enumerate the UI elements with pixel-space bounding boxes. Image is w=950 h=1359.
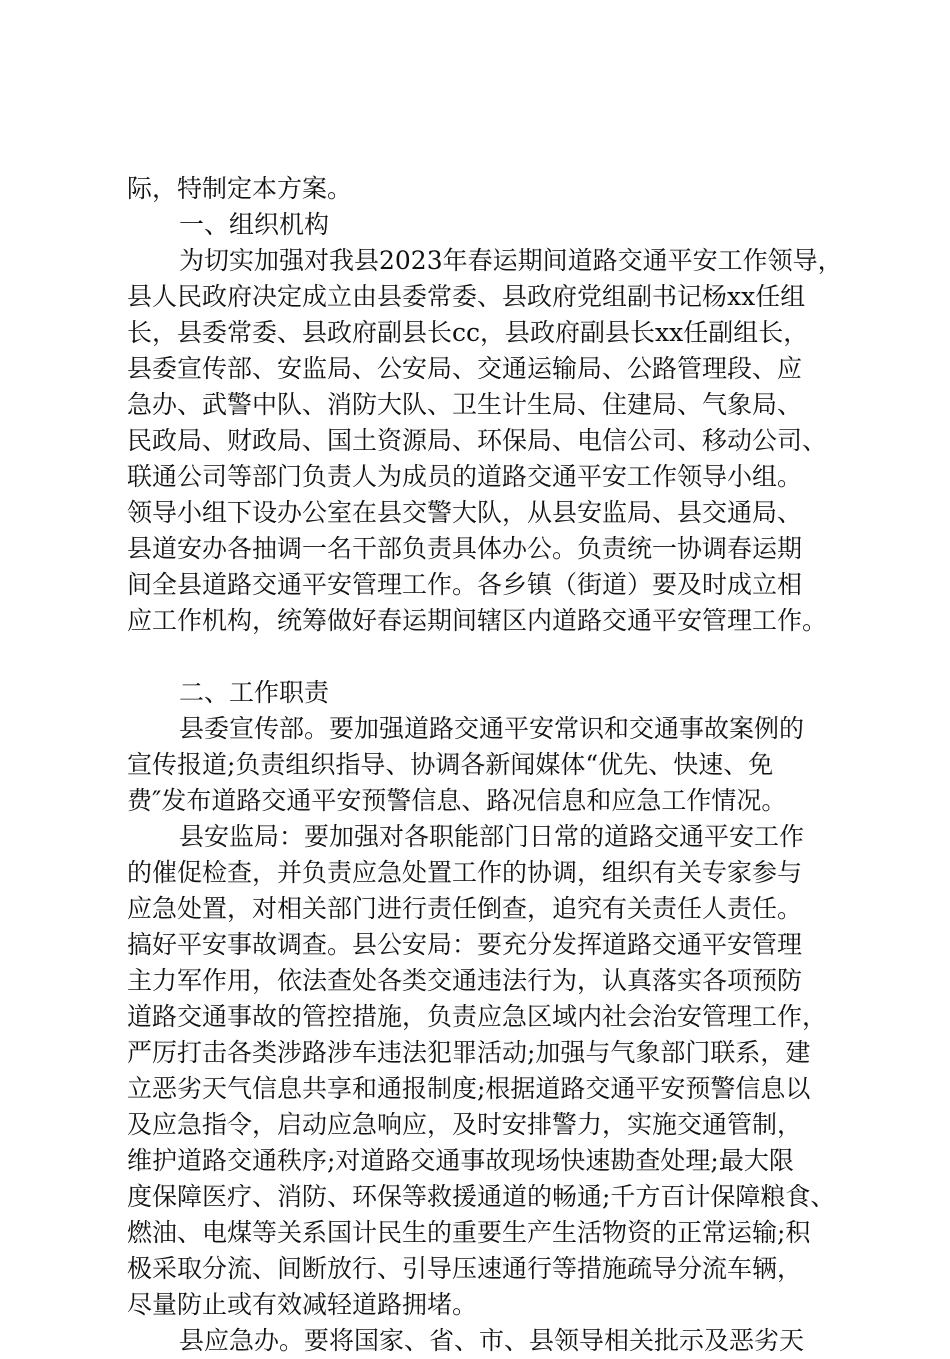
- section1-line: 县人民政府决定成立由县委常委、县政府党组副书记杨xx任组: [127, 282, 806, 311]
- section2-para1-line: 宣传报道;负责组织指导、协调各新闻媒体“优先、快速、免: [127, 750, 774, 779]
- section2-para2-line: 应急处置，对相关部门进行责任倒查，追究有关责任人责任。: [127, 894, 803, 923]
- section1-line: 领导小组下设办公室在县交警大队，从县安监局、县交通局、: [127, 498, 803, 527]
- section2-para2-line: 度保障医疗、消防、环保等救援通道的畅通;千方百计保障粮食、: [127, 1182, 836, 1211]
- section2-para2-line: 立恶劣天气信息共享和通报制度;根据道路交通平安预警信息以: [127, 1074, 811, 1103]
- section1-line: 联通公司等部门负责人为成员的道路交通平安工作领导小组。: [127, 462, 803, 491]
- section2-heading: 二、工作职责: [179, 678, 330, 707]
- intro-tail-line: 际，特制定本方案。: [127, 174, 353, 203]
- section2-para2-line: 主力军作用，依法查处各类交通违法行为，认真落实各项预防: [127, 966, 803, 995]
- section2-para2-line: 极采取分流、间断放行、引导压速通行等措施疏导分流车辆，: [127, 1254, 803, 1283]
- section1-line: 县道安办各抽调一名干部负责具体办公。负责统一协调春运期: [127, 534, 803, 563]
- section2-para2-line: 严厉打击各类涉路涉车违法犯罪活动;加强与气象部门联系，建: [127, 1038, 811, 1067]
- document-body: [127, 171, 887, 1359]
- section1-line: 急办、武警中队、消防大队、卫生计生局、住建局、气象局、: [127, 390, 803, 419]
- section2-para2-line: 搞好平安事故调查。县公安局：要充分发挥道路交通平安管理: [127, 930, 803, 959]
- section1-line: 民政局、财政局、国土资源局、环保局、电信公司、移动公司、: [127, 426, 828, 455]
- section2-para2-line: 维护道路交通秩序;对道路交通事故现场快速勘查处理;最大限: [127, 1146, 794, 1175]
- section2-para2-line: 及应急指令，启动应急响应，及时安排警力，实施交通管制，: [127, 1110, 803, 1139]
- section2-para3-line: 县应急办。要将国家、省、市、县领导相关批示及恶劣天: [179, 1326, 805, 1355]
- section2-para2-line: 的催促检查，并负责应急处置工作的协调，组织有关专家参与: [127, 858, 803, 887]
- section1-line: 应工作机构，统筹做好春运期间辖区内道路交通平安管理工作。: [127, 606, 828, 635]
- section1-line: 为切实加强对我县2023年春运期间道路交通平安工作领导，: [179, 246, 843, 275]
- section1-line: 县委宣传部、安监局、公安局、交通运输局、公路管理段、应: [127, 354, 803, 383]
- section2-para2-line: 道路交通事故的管控措施，负责应急区域内社会治安管理工作，: [127, 1002, 828, 1031]
- paragraph-gap: [127, 639, 887, 675]
- section2-para2-line: 尽量防止或有效减轻道路拥堵。: [127, 1290, 478, 1319]
- section2-para1-line: 县委宣传部。要加强道路交通平安常识和交通事故案例的: [179, 714, 805, 743]
- section2-para2-line: 燃油、电煤等关系国计民生的重要生产生活物资的正常运输;积: [127, 1218, 811, 1247]
- section1-heading: 一、组织机构: [179, 210, 330, 239]
- section2-para1-line: 费″发布道路交通平安预警信息、路况信息和应急工作情况。: [127, 786, 787, 815]
- section2-para2-line: 县安监局：要加强对各职能部门日常的道路交通平安工作: [179, 822, 805, 851]
- section1-line: 间全县道路交通平安管理工作。各乡镇（街道）要及时成立相: [127, 570, 803, 599]
- section1-line: 长，县委常委、县政府副县长cc，县政府副县长xx任副组长，: [127, 318, 809, 347]
